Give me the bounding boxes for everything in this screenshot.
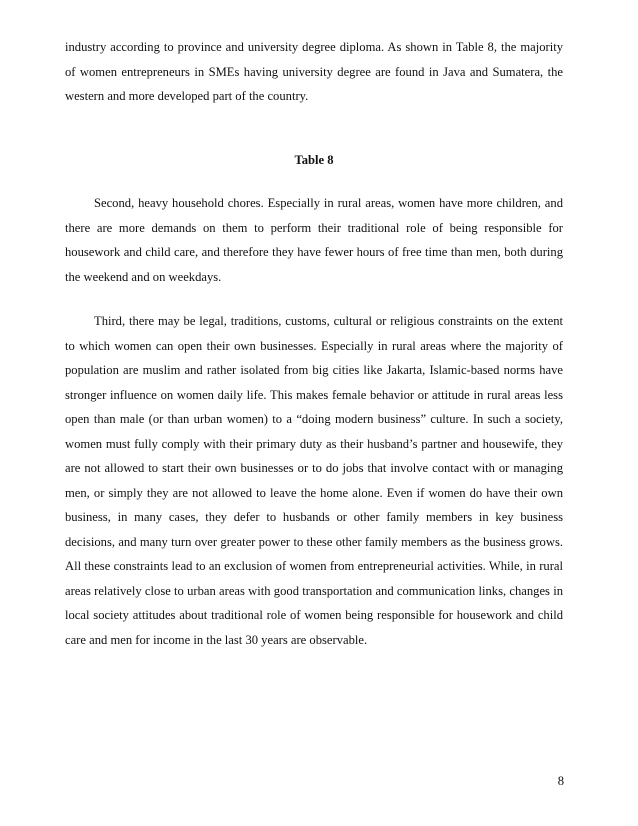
page-number: 8 — [557, 774, 564, 788]
text-line: of women entrepreneurs in SMEs having university degree are found in Java and Sumatera, the — [65, 64, 563, 79]
text-line: stronger influence on women daily life. This makes female behavior or attitude in rural areas less — [65, 387, 563, 402]
text-line: local society attitudes about traditional role of women being responsible for housework and child — [65, 608, 563, 622]
text-line: All these constraints lead to an exclusion of women from entrepreneurial activities. While, in rural — [65, 559, 563, 573]
text-line: open than male (or than urban women) to a “doing modern business” culture. In such a society, — [65, 412, 563, 426]
text-line: men, or simply they are not allowed to leave the home alone. Even if women do have their own — [65, 485, 563, 500]
text-line: housework and child care, and therefore they have fewer hours of free time than men, both during — [65, 245, 563, 259]
paragraph-intro — [65, 35, 563, 109]
paragraph-second — [65, 191, 563, 289]
text-line: Third, there may be legal, traditions, customs, cultural or religious constraints on the extent — [94, 314, 563, 328]
text-line: care and men for income in the last 30 years are observable. — [65, 632, 368, 647]
text-line: women must fully comply with their primary duty as their husband’s partner and housewife, they — [65, 436, 563, 451]
text-line: Second, heavy household chores. Especially in rural areas, women have more children, and — [94, 196, 563, 210]
text-line: the weekend and on weekdays. — [65, 269, 222, 284]
paragraph-third — [65, 309, 563, 652]
text-line: industry according to province and university degree diploma. As shown in Table 8, the majority — [65, 40, 563, 54]
text-line: decisions, and many turn over greater power to these other family members as the business grows. — [65, 534, 563, 549]
text-line: areas relatively close to urban areas with good transportation and communication links, changes in — [65, 583, 563, 598]
text-line: business, in many cases, they defer to husbands or other family members in key business — [65, 510, 563, 524]
text-line: are not allowed to start their own businesses or to do jobs that involve contact with or managing — [65, 461, 563, 475]
table-heading: Table 8 — [294, 153, 334, 167]
text-line: to which women can open their own businesses. Especially in rural areas where the majority of — [65, 338, 563, 353]
text-line: population are muslim and rather isolated from big cities like Jakarta, Islamic-based norms have — [65, 363, 563, 377]
text-line: there are more demands on them to perform their traditional role of being responsible for — [65, 220, 563, 235]
text-line: western and more developed part of the country. — [65, 89, 309, 103]
